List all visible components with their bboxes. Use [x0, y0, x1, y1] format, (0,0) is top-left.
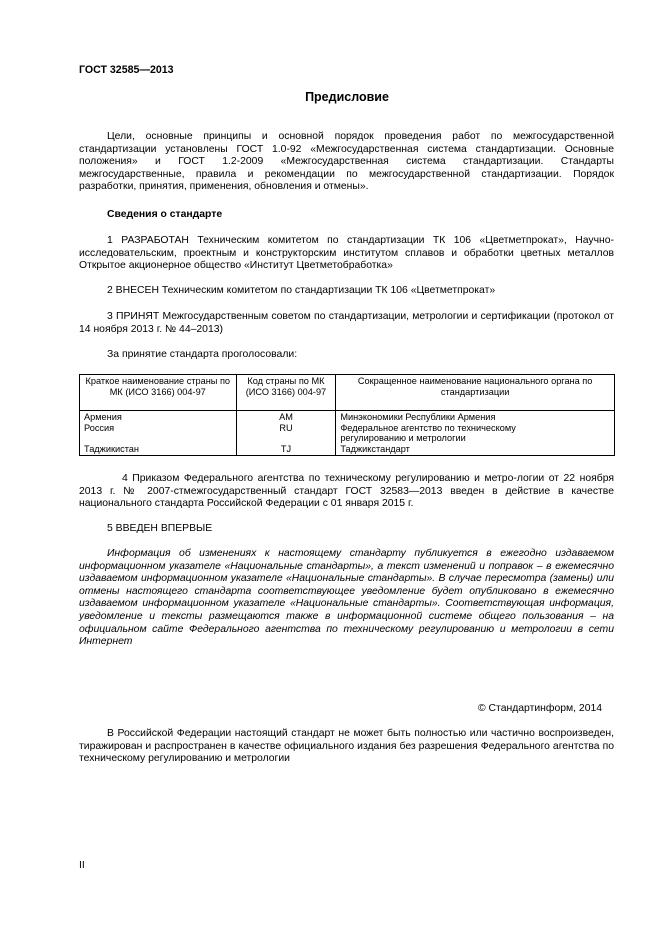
- country-code-armenia: AM: [279, 412, 293, 422]
- item-submitted: 2 ВНЕСЕН Техническим комитетом по стандартизации ТК 106 «Цветметпрокат»: [107, 285, 496, 296]
- national-body-armenia: Минэкономики Республики Армения: [340, 412, 496, 422]
- info-heading: Сведения о стандарте: [107, 209, 223, 220]
- country-name: [80, 411, 237, 456]
- changes-info: Информация об изменениях к настоящему стандарту публикуется в ежегодно издаваемом информационном указателе «Национальные стандарты», а текст изменений и поправок – в ежемесячно издаваемом информационном указателе «Национальные стандарты». В случае пересмотра (замены) или отмены настоящего стандарта соответствующее уведомление будет опубликовано в ежемесячно издаваемом информационном указателе «Национальные стандарты». Соответствующая информация, уведомление и тексты размещаются также в информационной системе общего пользования – на официальном сайте Федерального агентства по техническому регулированию и метрологии в сети Интернет: [79, 548, 614, 648]
- national-body-tajikistan: Таджикстандарт: [340, 443, 410, 454]
- header-country-code: Код страны по МК (ИСО 3166) 004-97: [236, 375, 336, 411]
- item-first-introduced: 5 ВВЕДЕН ВПЕРВЫЕ: [107, 523, 213, 534]
- item-developed: 1 РАЗРАБОТАН Техническим комитетом по стандартизации ТК 106 «Цветметпрокат», Научно-исследовательским, проектным и конструкторским институтом сплавов и обработки цветных металлов Открытое акционерное общество «Институт Цветметобработка»: [79, 235, 614, 272]
- country-code-tajikistan: TJ: [280, 443, 292, 454]
- voting-table: [79, 374, 615, 456]
- page-title: Предисловие: [305, 90, 389, 104]
- intro-paragraph: Цели, основные принципы и основной порядок проведения работ по межгосударственной стандартизации установлены ГОСТ 1.0-92 «Межгосударственная система стандартизации. Основные положения» и ГОСТ 1.2-2009 «Межгосударственная система стандартизации. Стандарты межгосударственные, правила и рекомендации по межгосударственной стандартизации. Порядок разработки, принятия, применения, обновления и отмены».: [79, 131, 614, 193]
- national-body: [336, 411, 615, 456]
- country-name-armenia: Армения: [84, 412, 122, 422]
- item-adopted: 3 ПРИНЯТ Межгосударственным советом по стандартизации, метрологии и сертификации (протокол от 14 ноября 2013 г. № 44–2013): [79, 311, 614, 335]
- table-header-row: [80, 375, 615, 411]
- rights-notice: В Российской Федерации настоящий стандарт не может быть полностью или частично воспроизведен, тиражирован и распространен в качестве официального издания без разрешения Федерального агентства по техническому регулированию и метрологии: [79, 728, 614, 765]
- table-row: [80, 411, 615, 456]
- header-national-body: Сокращенное наименование национального органа по стандартизации: [336, 375, 615, 411]
- country-code: [236, 411, 336, 456]
- voted-label: За принятие стандарта проголосовали:: [107, 349, 298, 360]
- country-code-russia: RU: [279, 422, 293, 433]
- page-number: II: [79, 860, 85, 871]
- document-code: ГОСТ 32585—2013: [79, 64, 174, 76]
- country-name-tajikistan: Таджикистан: [84, 443, 139, 454]
- header-country-name: Краткое наименование страны по МК (ИСО 3166) 004-97: [80, 375, 237, 411]
- item-enacted: 4 Приказом Федерального агентства по техническому регулированию и метро-логии от 22 ноября 2013 г. № 2007-стмежгосударственный стандарт ГОСТ 32583—2013 введен в действие в качестве национального стандарта Российской Федерации с 01 января 2015 г.: [79, 473, 614, 510]
- copyright-notice: © Стандартинформ, 2014: [478, 703, 603, 714]
- country-name-russia: Россия: [84, 422, 115, 433]
- national-body-russia: Федеральное агентство по техническому регулированию и метрологии: [340, 422, 516, 444]
